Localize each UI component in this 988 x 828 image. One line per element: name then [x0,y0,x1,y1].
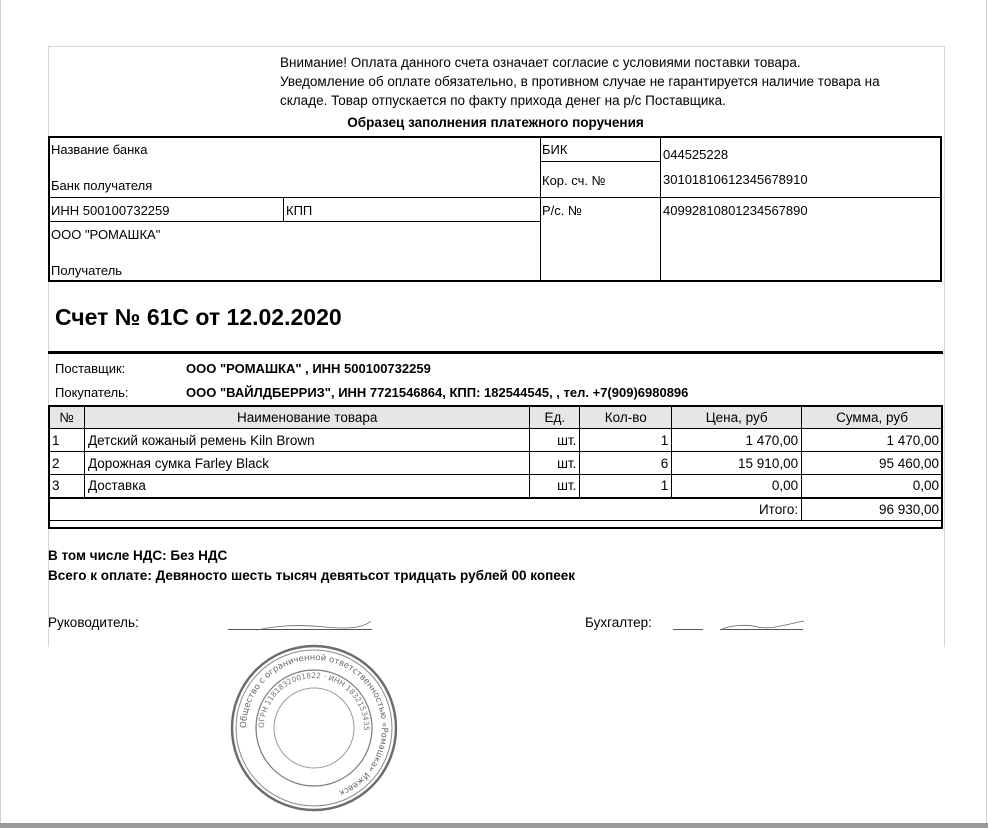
item-price: 0,00 [672,475,802,498]
item-unit: шт. [530,452,580,475]
bank-details-block [48,136,942,282]
column-header: Наименование товара [84,406,529,429]
page-edge-left [0,0,1,828]
stamp-outer-text: Общество с ограниченной ответственностью «Ромашка» Ижевск [238,652,390,798]
stamp-inner-text: ОГРН 1181832001822 · ИНН 1832153435 [256,670,372,731]
total-label: Итого: [49,498,802,521]
divider [540,138,541,280]
divider [660,138,661,280]
account-label: Р/с. № [542,203,582,218]
bank-name-label: Название банка [51,142,148,157]
bik-value: 044525228 [663,147,729,162]
row-number: 2 [49,452,85,475]
buyer-label: Покупатель: [55,385,129,400]
item-sum: 95 460,00 [802,452,943,475]
column-header: Ед. [530,406,580,429]
page-bottom-edge [0,823,988,828]
item-name: Детский кожаный ремень Kiln Brown [84,429,529,452]
column-header: Цена, руб [672,406,802,429]
supplier-value: ООО "РОМАШКА" , ИНН 500100732259 [186,361,431,376]
kpp-label: КПП [286,203,313,218]
divider [50,197,942,198]
director-signature [255,618,375,634]
payment-notice [280,53,940,110]
divider [283,197,284,221]
vat-line: В том числе НДС: Без НДС [48,548,228,563]
column-header: Сумма, руб [802,406,943,429]
row-number: 1 [49,429,85,452]
item-unit: шт. [530,429,580,452]
vat-summary [48,546,575,586]
notice-line: Внимание! Оплата данного счета означает согласие с условиями поставки товара. [280,55,801,70]
item-sum: 1 470,00 [802,429,943,452]
invoice-title: Счет № 61С от 12.02.2020 [55,304,342,330]
inn-label: ИНН 500100732259 [51,203,170,218]
item-sum: 0,00 [802,475,943,498]
notice-line: складе. Товар отпускается по факту прихода денег на р/с Поставщика. [280,93,726,108]
total-in-words: Всего к оплате: Девяносто шесть тысяч девятьсот тридцать рублей 00 копеек [48,568,576,583]
recipient-bank-label: Банк получателя [51,178,153,193]
divider [50,221,540,222]
accountant-signature [718,618,808,634]
corr-account-label: Кор. сч. № [542,173,606,188]
item-qty: 1 [580,475,672,498]
payment-sample-title: Образец заполнения платежного поручения [347,115,644,130]
total-row [49,498,943,521]
table-row [49,429,943,452]
title-rule [48,351,943,354]
item-name: Дорожная сумка Farley Black [84,452,529,475]
item-qty: 6 [580,452,672,475]
table-row [49,452,943,475]
column-header: Кол-во [580,406,672,429]
table-header-row [49,406,943,429]
accountant-signature-line [673,629,703,630]
item-qty: 1 [580,429,672,452]
recipient-label: Получатель [51,263,123,278]
item-name: Доставка [84,475,529,498]
company-stamp [228,642,400,814]
notice-line: Уведомление об оплате обязательно, в противном случае не гарантируется наличие товара на [280,74,880,89]
table-row [49,475,943,498]
buyer-value: ООО "ВАЙЛДБЕРРИЗ", ИНН 7721546864, КПП: 182544545, , тел. +7(909)6980896 [186,385,689,400]
total-value: 96 930,00 [802,498,943,521]
page-edge-right [986,0,987,828]
account-value: 40992810801234567890 [663,203,808,218]
item-price: 15 910,00 [672,452,802,475]
items-table [48,405,943,521]
row-number: 3 [49,475,85,498]
item-price: 1 470,00 [672,429,802,452]
item-unit: шт. [530,475,580,498]
supplier-label: Поставщик: [55,361,126,376]
accountant-label: Бухгалтер: [585,615,652,630]
corr-account-value: 30101810612345678910 [663,172,808,187]
recipient-name: ООО "РОМАШКА" [51,227,161,242]
director-label: Руководитель: [48,615,139,630]
bik-label: БИК [542,142,568,157]
column-header: № [49,406,85,429]
divider [540,161,660,162]
